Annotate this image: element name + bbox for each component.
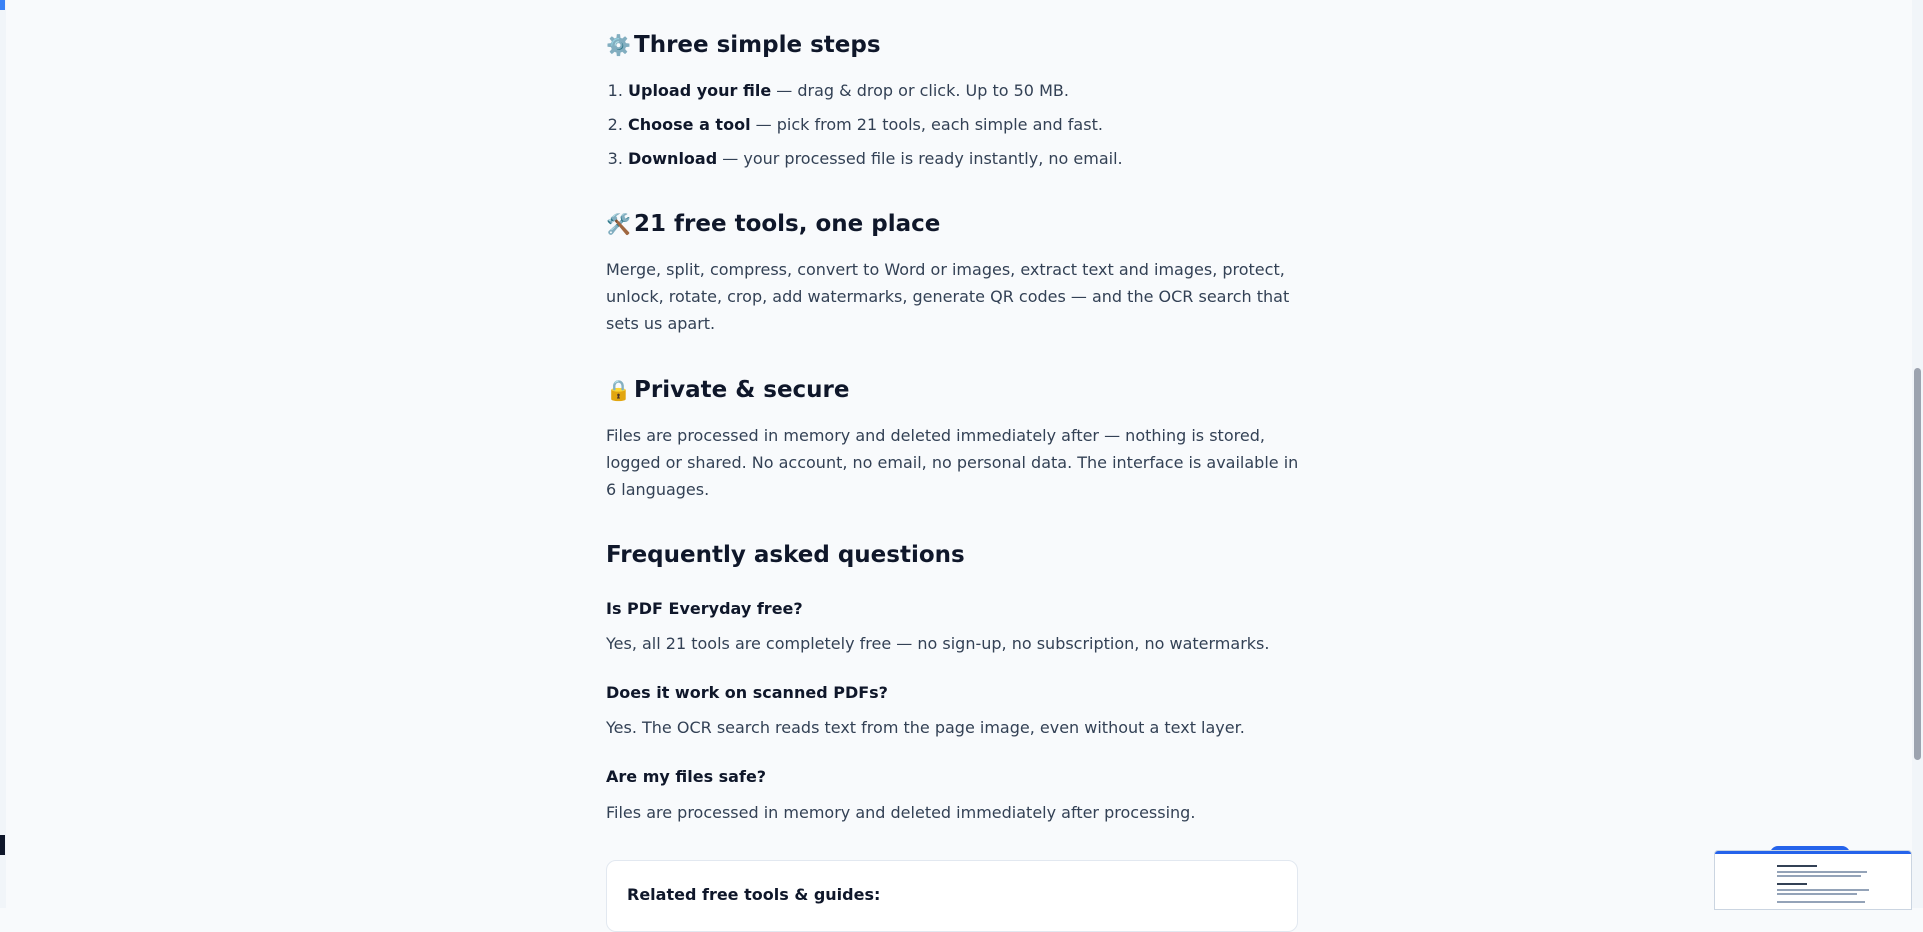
faq-item (606, 598, 1306, 655)
step-label: Choose a tool (628, 115, 751, 134)
faq-item (606, 766, 1306, 824)
thumbnail-line (1777, 875, 1861, 877)
faq-question: Is PDF Everyday free? (606, 599, 803, 618)
thumbnail-line (1777, 883, 1807, 885)
list-item (628, 74, 1306, 108)
scrollbar-thumb[interactable] (1914, 368, 1921, 760)
steps-heading (606, 30, 1306, 60)
thumbnail-line (1777, 889, 1869, 891)
gear-icon: ⚙️ (606, 33, 631, 57)
steps-section (606, 30, 1306, 176)
faq-answer: Files are processed in memory and deleted immediately after processing. (606, 803, 1196, 822)
faq-heading: Frequently asked questions (606, 542, 965, 568)
privacy-description: Files are processed in memory and deleted immediately after — nothing is stored, logged or shared. No account, no email, no personal data. The interface is available in 6 languages. (606, 426, 1299, 499)
edge-indicator (0, 835, 5, 855)
steps-list (606, 74, 1306, 176)
faq-question: Are my files safe? (606, 767, 767, 786)
step-label: Download (628, 149, 718, 168)
thumbnail-line (1777, 893, 1857, 895)
tools-heading (606, 209, 1306, 239)
privacy-section (606, 375, 1306, 503)
privacy-title: Private & secure (634, 377, 850, 403)
faq-item (606, 682, 1306, 739)
steps-title: Three simple steps (634, 32, 881, 58)
tools-title: 21 free tools, one place (634, 211, 941, 237)
step-label: Upload your file (628, 81, 772, 100)
tools-icon: 🛠️ (606, 212, 631, 236)
step-description: — your processed file is ready instantly, no email. (717, 149, 1123, 168)
faq-answer: Yes, all 21 tools are completely free — no sign-up, no subscription, no watermarks. (606, 634, 1270, 653)
list-item (628, 108, 1306, 142)
faq-section (606, 540, 1306, 822)
list-item (628, 142, 1306, 176)
related-tools-card (606, 860, 1298, 932)
thumbnail-line (1777, 865, 1817, 867)
step-description: — pick from 21 tools, each simple and fast. (750, 115, 1103, 134)
thumbnail-line (1777, 901, 1865, 903)
step-description: — drag & drop or click. Up to 50 MB. (771, 81, 1069, 100)
privacy-heading (606, 375, 1306, 405)
thumbnail-header-bar (1715, 851, 1911, 854)
faq-answer: Yes. The OCR search reads text from the page image, even without a text layer. (606, 718, 1245, 737)
tools-section (606, 209, 1306, 337)
lock-icon: 🔒 (606, 378, 631, 402)
related-tools-title: Related free tools & guides: (627, 885, 881, 904)
thumbnail-line (1777, 871, 1867, 873)
page-thumbnail-preview[interactable] (1714, 850, 1912, 910)
vertical-scrollbar[interactable] (1912, 0, 1923, 908)
faq-question: Does it work on scanned PDFs? (606, 683, 888, 702)
tools-description: Merge, split, compress, convert to Word or images, extract text and images, protect, unlock, rotate, crop, add watermarks, generate QR codes — and the OCR search that sets us apart. (606, 260, 1290, 333)
edge-indicator (0, 0, 5, 10)
